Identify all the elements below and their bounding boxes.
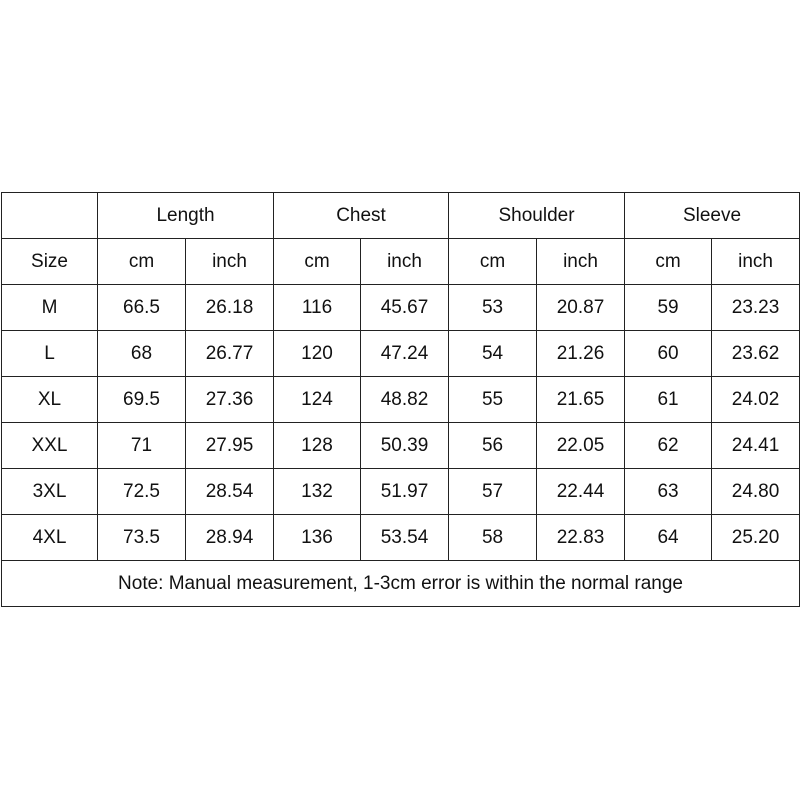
table-cell: 60 bbox=[625, 331, 712, 377]
group-header-shoulder: Shoulder bbox=[449, 193, 625, 239]
group-header-chest: Chest bbox=[274, 193, 449, 239]
table-cell: 68 bbox=[98, 331, 186, 377]
group-header-row bbox=[2, 193, 800, 239]
table-cell: 27.36 bbox=[186, 377, 274, 423]
note-row bbox=[2, 561, 800, 607]
table-cell: 28.94 bbox=[186, 515, 274, 561]
size-cell: L bbox=[2, 331, 98, 377]
table-cell: 24.80 bbox=[712, 469, 800, 515]
table-row bbox=[2, 331, 800, 377]
table-cell: 61 bbox=[625, 377, 712, 423]
table-row bbox=[2, 469, 800, 515]
table-cell: 54 bbox=[449, 331, 537, 377]
table-row bbox=[2, 377, 800, 423]
group-header-length: Length bbox=[98, 193, 274, 239]
size-chart-table bbox=[1, 192, 800, 607]
table-cell: 23.62 bbox=[712, 331, 800, 377]
table-cell: 66.5 bbox=[98, 285, 186, 331]
table-cell: 132 bbox=[274, 469, 361, 515]
table-cell: 53.54 bbox=[361, 515, 449, 561]
group-header-sleeve: Sleeve bbox=[625, 193, 800, 239]
unit-header-cell: inch bbox=[186, 239, 274, 285]
unit-header-cell: inch bbox=[537, 239, 625, 285]
table-cell: 27.95 bbox=[186, 423, 274, 469]
table-cell: 51.97 bbox=[361, 469, 449, 515]
table-cell: 63 bbox=[625, 469, 712, 515]
measurement-note: Note: Manual measurement, 1-3cm error is within the normal range bbox=[2, 561, 800, 607]
table-cell: 62 bbox=[625, 423, 712, 469]
table-row bbox=[2, 423, 800, 469]
table-cell: 21.26 bbox=[537, 331, 625, 377]
size-cell: XXL bbox=[2, 423, 98, 469]
table-cell: 24.41 bbox=[712, 423, 800, 469]
table-cell: 64 bbox=[625, 515, 712, 561]
table-cell: 22.83 bbox=[537, 515, 625, 561]
table-cell: 73.5 bbox=[98, 515, 186, 561]
unit-header-cell: inch bbox=[361, 239, 449, 285]
table-cell: 72.5 bbox=[98, 469, 186, 515]
table-cell: 50.39 bbox=[361, 423, 449, 469]
table-cell: 128 bbox=[274, 423, 361, 469]
table-cell: 48.82 bbox=[361, 377, 449, 423]
table-cell: 136 bbox=[274, 515, 361, 561]
table-cell: 57 bbox=[449, 469, 537, 515]
table-cell: 23.23 bbox=[712, 285, 800, 331]
table-cell: 22.05 bbox=[537, 423, 625, 469]
unit-header-cell: cm bbox=[98, 239, 186, 285]
size-cell: M bbox=[2, 285, 98, 331]
size-cell: 3XL bbox=[2, 469, 98, 515]
table-cell: 56 bbox=[449, 423, 537, 469]
table-cell: 58 bbox=[449, 515, 537, 561]
table-cell: 26.77 bbox=[186, 331, 274, 377]
table-cell: 69.5 bbox=[98, 377, 186, 423]
unit-header-cell: cm bbox=[625, 239, 712, 285]
table-cell: 120 bbox=[274, 331, 361, 377]
table-cell: 116 bbox=[274, 285, 361, 331]
table-cell: 59 bbox=[625, 285, 712, 331]
size-cell: 4XL bbox=[2, 515, 98, 561]
table-cell: 22.44 bbox=[537, 469, 625, 515]
table-cell: 20.87 bbox=[537, 285, 625, 331]
table-cell: 26.18 bbox=[186, 285, 274, 331]
table-row bbox=[2, 285, 800, 331]
table-cell: 28.54 bbox=[186, 469, 274, 515]
size-cell: XL bbox=[2, 377, 98, 423]
unit-header-row bbox=[2, 239, 800, 285]
corner-cell bbox=[2, 193, 98, 239]
table-cell: 45.67 bbox=[361, 285, 449, 331]
table-cell: 53 bbox=[449, 285, 537, 331]
size-column-header: Size bbox=[2, 239, 98, 285]
table-cell: 47.24 bbox=[361, 331, 449, 377]
unit-header-cell: inch bbox=[712, 239, 800, 285]
table-cell: 124 bbox=[274, 377, 361, 423]
table-cell: 55 bbox=[449, 377, 537, 423]
unit-header-cell: cm bbox=[449, 239, 537, 285]
table-cell: 25.20 bbox=[712, 515, 800, 561]
table-cell: 71 bbox=[98, 423, 186, 469]
table-cell: 21.65 bbox=[537, 377, 625, 423]
table-row bbox=[2, 515, 800, 561]
unit-header-cell: cm bbox=[274, 239, 361, 285]
table-cell: 24.02 bbox=[712, 377, 800, 423]
